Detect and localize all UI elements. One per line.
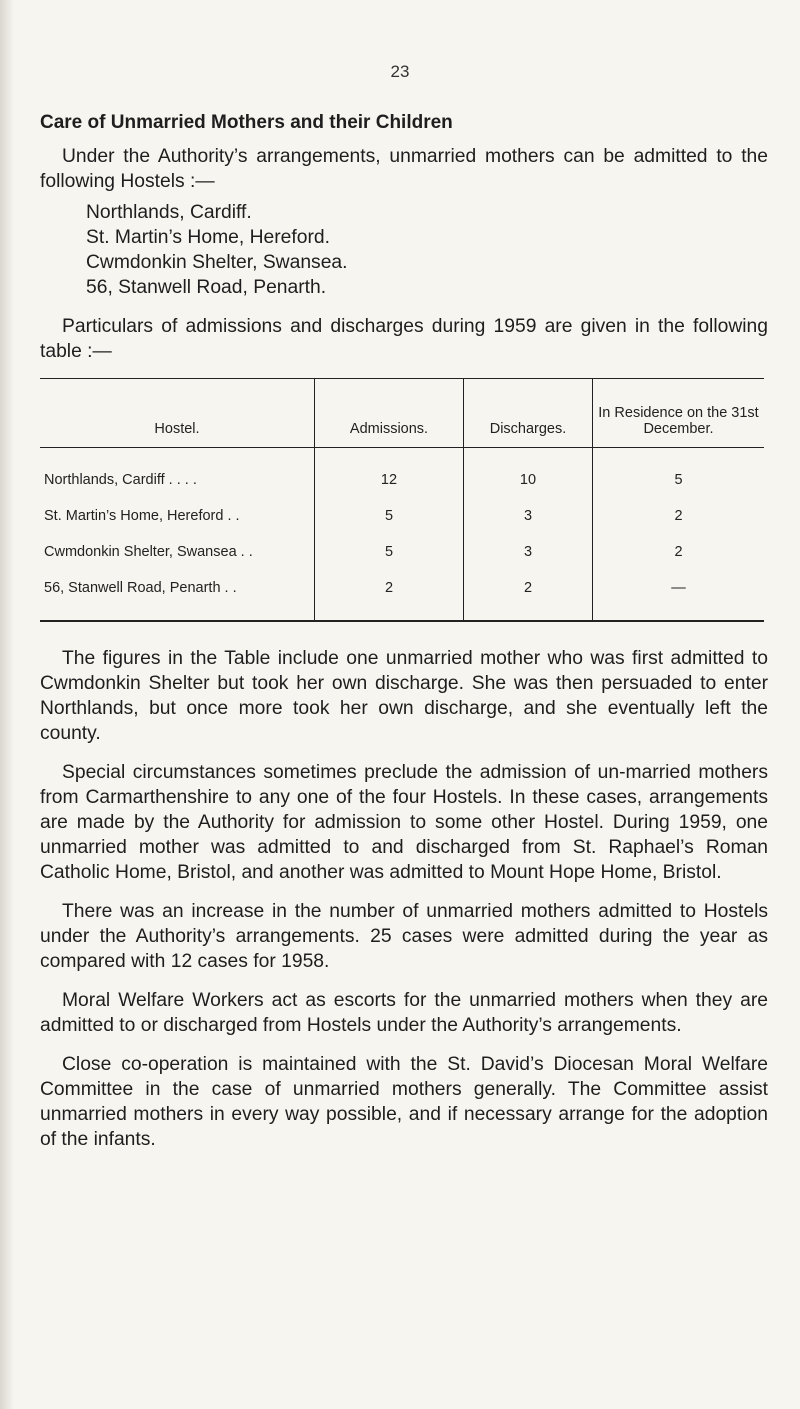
hostel-list-item: Cwmdonkin Shelter, Swansea. bbox=[86, 252, 348, 273]
body-paragraph: Special circumstances sometimes preclude the admission of un-married mothers from Carmarthenshire to any one of the four Hostels. In these cases, arrangements are made by the Authority for admission to some other Hostel. During 1959, one unmarried mother was admitted to and discharged from St. Raphael’s Roman Catholic Home, Bristol, and another was admitted to Mount Hope Home, Bristol. bbox=[40, 762, 768, 883]
cell-residence: 5 bbox=[593, 448, 765, 499]
cell-discharges: 3 bbox=[464, 498, 593, 534]
cell-hostel: 56, Stanwell Road, Penarth . . bbox=[40, 570, 315, 621]
cell-hostel: St. Martin’s Home, Hereford . . bbox=[44, 508, 240, 524]
cell-admissions: 5 bbox=[315, 498, 464, 534]
table-row bbox=[40, 498, 764, 534]
cell-residence: — bbox=[593, 570, 765, 621]
body-paragraph: The figures in the Table include one unmarried mother who was first admitted to Cwmdonkin Shelter but took her own discharge. She was then persuaded to enter Northlands, but once more took her own discharge, and she eventually left the county. bbox=[40, 648, 768, 744]
cell-residence: 2 bbox=[593, 534, 765, 570]
page-number: 23 bbox=[390, 62, 410, 81]
table-row bbox=[40, 448, 764, 499]
table-intro-paragraph: Particulars of admissions and discharges during 1959 are given in the following table :— bbox=[40, 316, 768, 362]
admissions-table bbox=[40, 378, 764, 622]
cell-admissions: 2 bbox=[315, 570, 464, 621]
document-body bbox=[40, 112, 768, 1166]
table-row bbox=[40, 534, 764, 570]
header-in-residence: In Residence on the 31st December. bbox=[593, 379, 765, 448]
cell-hostel: Cwmdonkin Shelter, Swansea . . bbox=[44, 544, 253, 560]
hostel-list bbox=[86, 200, 768, 300]
header-hostel: Hostel. bbox=[40, 379, 315, 448]
cell-discharges: 10 bbox=[464, 448, 593, 499]
intro-paragraph: Under the Authority’s arrangements, unmarried mothers can be admitted to the following Hostels :— bbox=[40, 146, 768, 192]
page-edge-shadow bbox=[0, 0, 14, 1409]
body-paragraph: Moral Welfare Workers act as escorts for the unmarried mothers when they are admitted to or discharged from Hostels under the Authority’s arrangements. bbox=[40, 990, 768, 1036]
table-row bbox=[40, 570, 764, 621]
cell-residence: 2 bbox=[593, 498, 765, 534]
section-heading: Care of Unmarried Mothers and their Children bbox=[40, 112, 453, 133]
cell-discharges: 3 bbox=[464, 534, 593, 570]
header-admissions: Admissions. bbox=[315, 379, 464, 448]
cell-admissions: 5 bbox=[315, 534, 464, 570]
cell-hostel: Northlands, Cardiff . . . . bbox=[44, 472, 197, 488]
hostel-list-item: St. Martin’s Home, Hereford. bbox=[86, 227, 330, 248]
cell-discharges: 2 bbox=[464, 570, 593, 621]
hostel-list-item: Northlands, Cardiff. bbox=[86, 202, 252, 223]
header-discharges: Discharges. bbox=[464, 379, 593, 448]
body-paragraph: Close co-operation is maintained with the St. David’s Diocesan Moral Welfare Committee in the case of unmarried mothers generally. The Committee assist unmarried mothers in every way possible, and if necessary arrange for the adoption of the infants. bbox=[40, 1054, 768, 1150]
table-header-row bbox=[40, 379, 764, 448]
hostel-list-item: 56, Stanwell Road, Penarth. bbox=[86, 277, 327, 298]
body-paragraph: There was an increase in the number of unmarried mothers admitted to Hostels under the Authority’s arrangements. 25 cases were admitted during the year as compared with 12 cases for 1958. bbox=[40, 901, 768, 972]
cell-admissions: 12 bbox=[315, 448, 464, 499]
